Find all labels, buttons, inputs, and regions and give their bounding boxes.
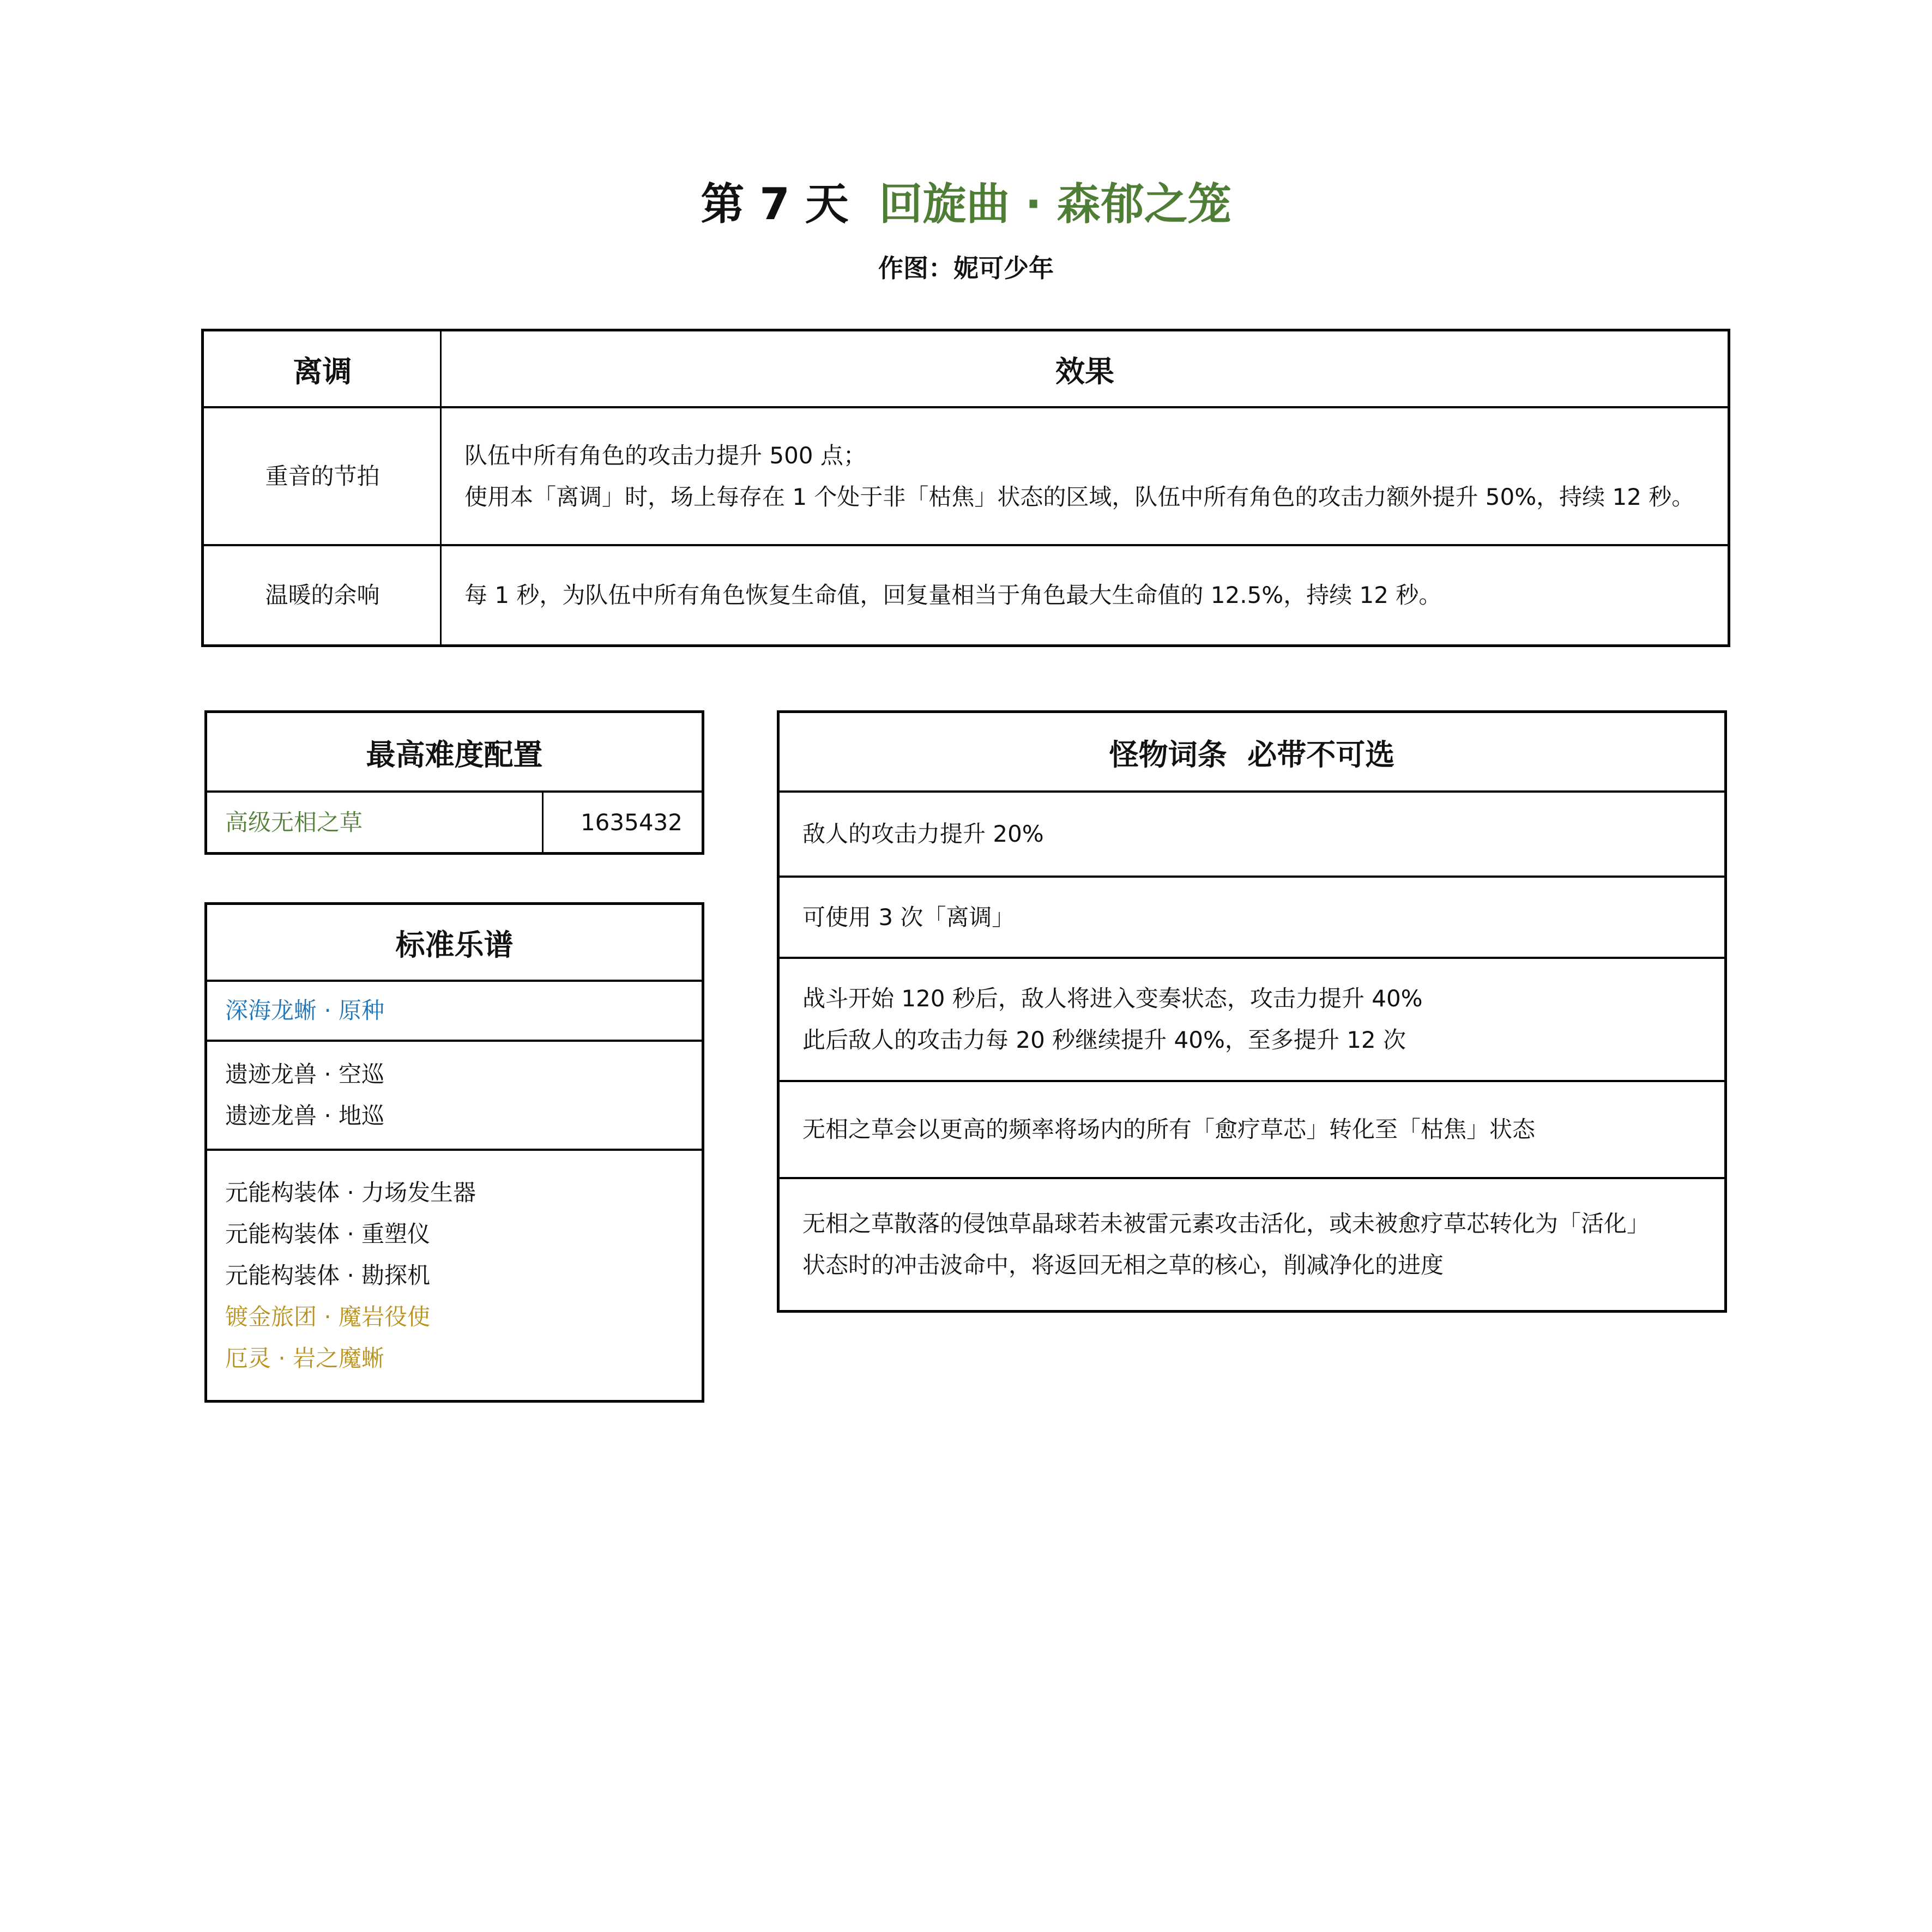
enemy-item: 镀金旅团 · 魔岩役使 — [225, 1303, 431, 1330]
affix-row — [802, 959, 1718, 1080]
monster-affixes-box — [777, 710, 1727, 1313]
enemy-group-3 — [225, 1151, 694, 1400]
affix-line: 战斗开始 120 秒后，敌人将进入变奏状态，攻击力提升 40% — [802, 985, 1423, 1012]
column-header-modulation: 离调 — [293, 354, 352, 389]
page-title — [0, 177, 1932, 232]
column-header-effect: 效果 — [1055, 354, 1114, 389]
enemy-item: 遗迹龙兽 · 空巡 — [225, 1061, 385, 1088]
modulation-table — [201, 329, 1730, 647]
max-difficulty-title: 最高难度配置 — [366, 737, 543, 772]
modulation-effect — [442, 546, 1728, 644]
credit-line: 作图：妮可少年 — [878, 253, 1054, 283]
affix-line: 无相之草散落的侵蚀草晶球若未被雷元素攻击活化，或未被愈疗草芯转化为「活化」 — [802, 1210, 1650, 1237]
score-value: 1635432 — [580, 809, 683, 836]
stage-name: 回旋曲 · 森郁之笼 — [879, 179, 1231, 230]
standard-score-box — [204, 902, 704, 1403]
enemy-item: 元能构装体 · 力场发生器 — [225, 1179, 476, 1206]
affix-line: 无相之草会以更高的频率将场内的所有「愈疗草芯」转化至「枯焦」状态 — [802, 1116, 1536, 1143]
max-difficulty-box — [204, 710, 704, 855]
modulation-name: 温暖的余响 — [265, 582, 380, 608]
affix-line: 敌人的攻击力提升 20% — [802, 820, 1044, 847]
effect-line: 使用本「离调」时，场上每存在 1 个处于非「枯焦」状态的区域，队伍中所有角色的攻击力额外提升 50%，持续 12 秒。 — [464, 484, 1695, 510]
modulation-effect — [442, 408, 1728, 545]
enemy-group-2 — [225, 1042, 694, 1149]
enemy-item: 遗迹龙兽 · 地巡 — [225, 1102, 385, 1129]
standard-score-title: 标准乐谱 — [395, 928, 514, 962]
affix-line: 可使用 3 次「离调」 — [802, 903, 1015, 931]
effect-line: 队伍中所有角色的攻击力提升 500 点； — [464, 442, 866, 469]
enemy-item: 元能构装体 · 重塑仪 — [225, 1220, 431, 1247]
enemy-group-1 — [225, 982, 694, 1040]
enemy-item: 厄灵 · 岩之魔蜥 — [225, 1344, 385, 1372]
monster-affixes-title: 怪物词条 必带不可选 — [1109, 737, 1395, 772]
affix-line: 此后敌人的攻击力每 20 秒继续提升 40%，至多提升 12 次 — [802, 1027, 1406, 1053]
affix-line: 状态时的冲击波命中，将返回无相之草的核心，削减净化的进度 — [802, 1252, 1444, 1278]
affix-row — [802, 1082, 1718, 1177]
enemy-item: 元能构装体 · 勘探机 — [225, 1261, 431, 1289]
affix-row — [802, 878, 1718, 957]
affix-row — [802, 1179, 1718, 1310]
affix-row — [802, 793, 1718, 876]
boss-name: 高级无相之草 — [225, 809, 363, 836]
enemy-item: 深海龙蜥 · 原种 — [225, 997, 385, 1024]
modulation-name: 重音的节拍 — [265, 463, 380, 490]
day-label: 第 7 天 — [701, 179, 849, 230]
effect-line: 每 1 秒，为队伍中所有角色恢复生命值，回复量相当于角色最大生命值的 12.5%，持续 12 秒。 — [464, 582, 1442, 608]
